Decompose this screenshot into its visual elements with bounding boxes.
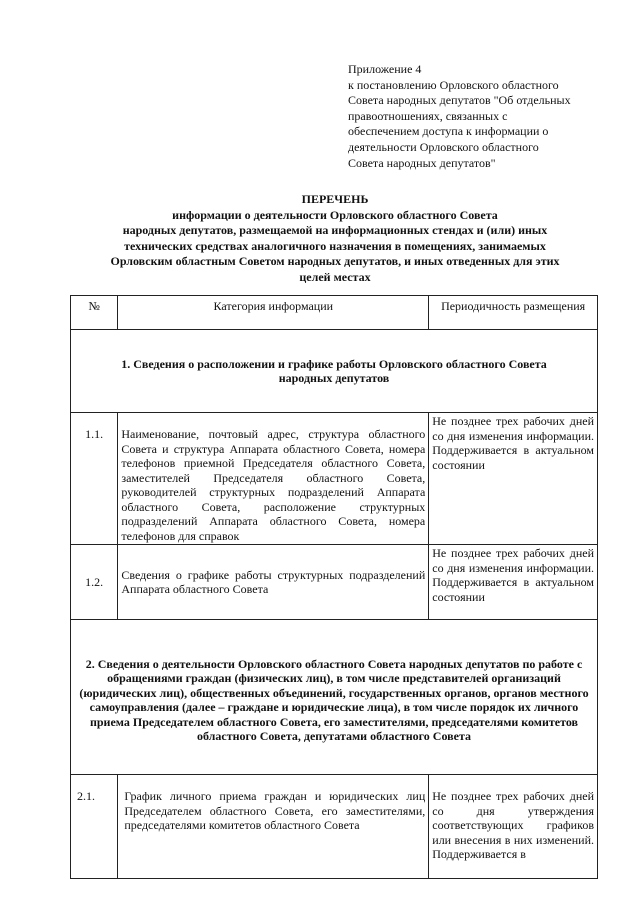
section-row (71, 620, 598, 775)
appendix-line: правоотношениях, связанных с (348, 108, 508, 123)
table-header-row (71, 296, 598, 330)
section-1-title: 1. Сведения о расположении и графике работы Орловского областного Совета народных депутатов (71, 330, 598, 413)
row-number: 1.1. (71, 413, 118, 545)
section-2-title: 2. Сведения о деятельности Орловского областного Совета народных депутатов по работе с обращениями граждан (физических лиц), в том числе представителей организаций (юридических лиц), общественных объединений, государственных органов, органов местного самоуправления (далее – граждане и юридические лица), в том числе порядок их личного приема Председателем областного Совета, его заместителями, председателями комитетов областного Совета, депутатами областного Совета (71, 620, 598, 775)
row-periodicity: Не позднее трех рабочих дней со дня утверждения соответствующих графиков или внесения в них изменений. Поддерживается в (429, 775, 598, 879)
section-row (71, 330, 598, 413)
title-line: технических средствах аналогичного назначения в помещениях, занимаемых (124, 238, 546, 253)
information-table (70, 295, 598, 879)
title-line: информации о деятельности Орловского областного Совета (172, 207, 498, 222)
appendix-line: к постановлению Орловского областного (348, 77, 559, 92)
appendix-line: Совета народных депутатов "Об отдельных (348, 93, 571, 108)
row-number: 2.1. (71, 775, 118, 879)
appendix-line: Приложение 4 (348, 62, 422, 76)
row-category: График личного приема граждан и юридических лиц Председателем областного Совета, его заместителями, председателями комитетов областного Совета (118, 775, 429, 879)
row-periodicity: Не позднее трех рабочих дней со дня изменения информации. Поддерживается в актуальном состоянии (429, 545, 598, 620)
table-row (71, 545, 598, 620)
header-number: № (71, 296, 118, 330)
title-line: целей местах (299, 269, 371, 284)
row-periodicity: Не позднее трех рабочих дней со дня изменения информации. Поддерживается в актуальном состоянии (429, 413, 598, 545)
appendix-line: обеспечением доступа к информации о (348, 124, 549, 139)
table-row (71, 775, 598, 879)
title-line: народных депутатов, размещаемой на информационных стендах и (или) иных (122, 223, 548, 238)
appendix-line: деятельности Орловского областного (348, 139, 539, 154)
row-category: Сведения о графике работы структурных подразделений Аппарата областного Совета (118, 545, 429, 620)
row-number: 1.2. (71, 545, 118, 620)
row-category: Наименование, почтовый адрес, структура областного Совета и структура Аппарата областного Совета, номера телефонов приемной Председателя областного Совета, заместителей Председателя областного Совета, руководителей структурных подразделений Аппарата областного Совета, расположение структурных подразделений Аппарата областного Совета, номера телефонов для справок (118, 413, 429, 545)
header-periodicity: Периодичность размещения (429, 296, 598, 330)
header-category: Категория информации (118, 296, 429, 330)
title-heading: ПЕРЕЧЕНЬ (301, 192, 369, 206)
document-title (70, 192, 600, 286)
title-line: Орловским областным Советом народных депутатов, и иных отведенных для этих (110, 254, 560, 269)
appendix-line: Совета народных депутатов" (348, 155, 496, 170)
table-row (71, 413, 598, 545)
appendix-note (348, 62, 608, 171)
